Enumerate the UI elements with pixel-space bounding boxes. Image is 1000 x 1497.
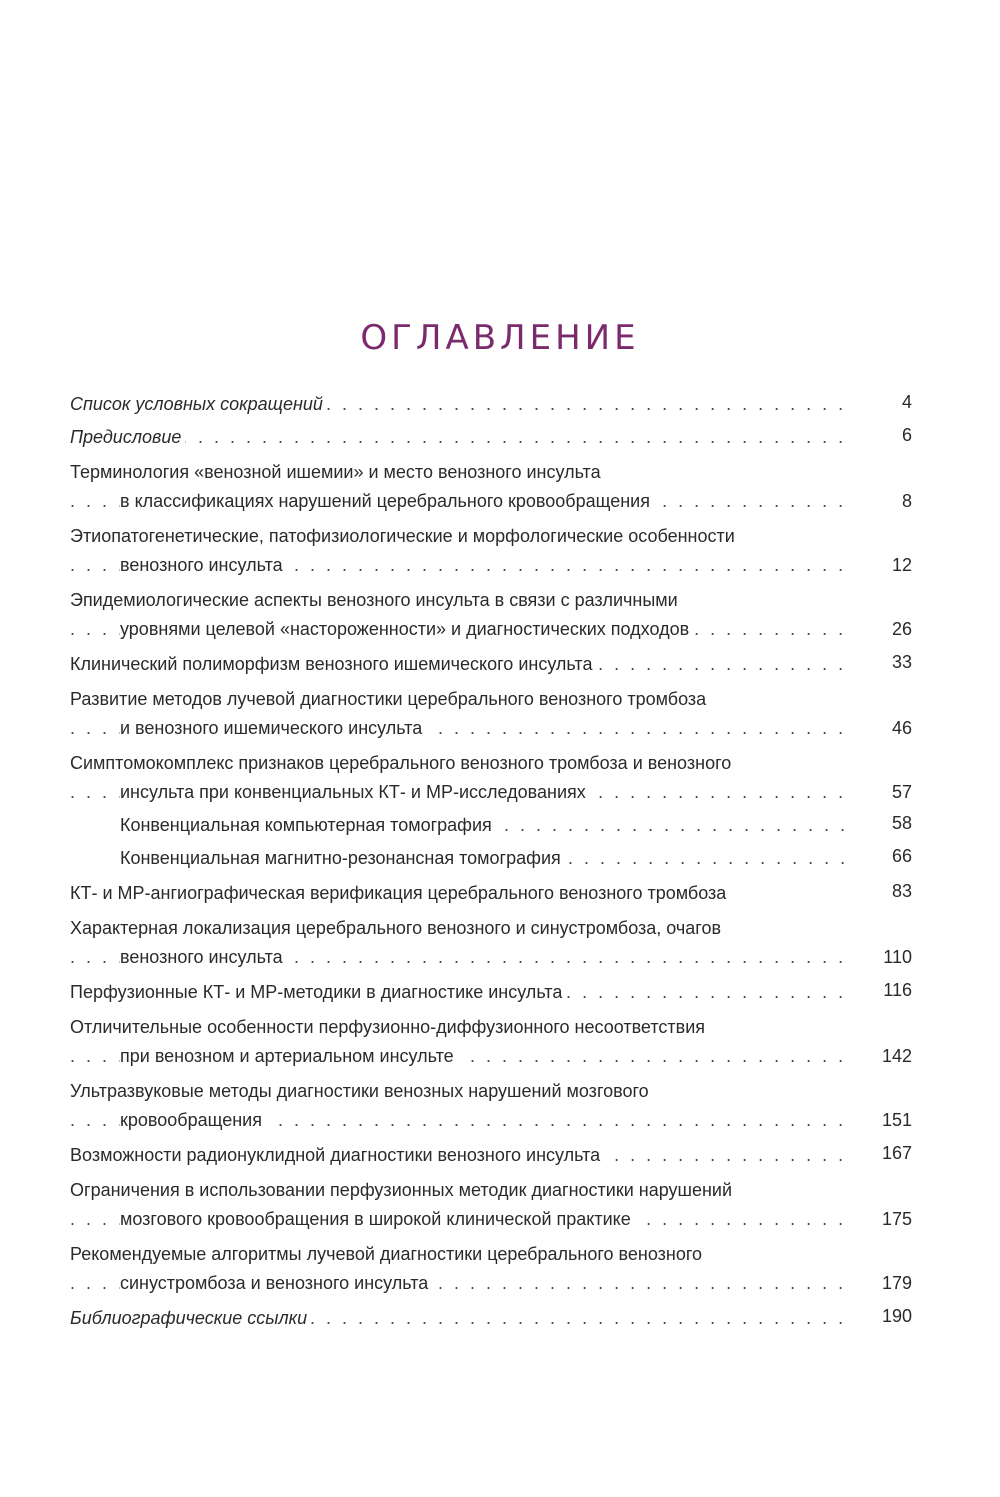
toc-entry-title: КТ- и МР-ангиографическая верификация церебрального венозного тромбоза [70,883,727,903]
toc-entry-preface[interactable] [62,423,912,452]
toc-entry-title: Предисловие [70,427,185,447]
toc-entry-page: 33 [891,652,912,672]
page-title: ОГЛАВЛЕНИЕ [360,318,640,358]
toc-entry-page: 83 [891,881,912,901]
toc-entry-title-line2: венозного инсульта [120,555,287,575]
toc-entry-page: 57 [891,782,912,802]
toc-entry-title-line1: Характерная локализация церебрального венозного и синустромбоза, очагов [70,918,722,938]
toc-entry-title-line2: в классификациях нарушений церебрального кровообращения [120,491,654,511]
toc-entry-page: 142 [881,1046,912,1066]
toc-entry-page: 58 [891,813,912,833]
toc-entry-title: Конвенциальная магнитно-резонансная томография [120,848,565,868]
toc-entry-title-line2: и венозного ишемического инсульта [120,718,426,738]
toc-entry-conventional-mri[interactable] [62,844,912,873]
toc-entry-title-line2: инсульта при конвенциальных КТ- и МР-исследованиях [120,782,590,802]
toc-entry-title: Список условных сокращений [70,394,327,414]
toc-entry-page: 167 [881,1143,912,1163]
toc-entry-title-line2: мозгового кровообращения в широкой клинической практике [120,1209,635,1229]
toc-entry-symptom-complex[interactable] [62,749,912,807]
toc-entry-title-line2: при венозном и артериальном инсульте [120,1046,458,1066]
toc-entry-page: 116 [883,980,912,1000]
toc-entry-title-line2: кровообращения [120,1110,266,1130]
toc-entry-angiography[interactable] [62,879,912,908]
toc-entry-title-line2: синустромбоза и венозного инсульта [120,1273,432,1293]
toc-entry-page: 110 [883,947,912,967]
toc-entry-title-line1: Ультразвуковые методы диагностики венозных нарушений мозгового [70,1081,649,1101]
toc-entry-title-line1: Терминология «венозной ишемии» и место венозного инсульта [70,462,601,482]
toc-entry-methods-development[interactable] [62,685,912,743]
toc-entry-radionuclide[interactable] [62,1141,912,1170]
toc-entry-page: 6 [901,425,912,445]
toc-entry-title-line1: Отличительные особенности перфузионно-диффузионного несоответствия [70,1017,705,1037]
toc-entry-page: 151 [881,1110,912,1130]
toc-entry-clinical-polymorphism[interactable] [62,650,912,679]
toc-entry-conventional-ct[interactable] [62,811,912,840]
toc-entry-title-line1: Ограничения в использовании перфузионных методик диагностики нарушений [70,1180,733,1200]
toc-entry-terminology[interactable] [62,458,912,516]
toc-entry-epidemiology[interactable] [62,586,912,644]
toc-entry-ultrasound[interactable] [62,1077,912,1135]
toc-entry-bibliography[interactable] [62,1304,912,1333]
toc-entry-title-line1: Рекомендуемые алгоритмы лучевой диагностики церебрального венозного [70,1244,703,1264]
toc-entry-title-line2: уровнями целевой «настороженности» и диагностических подходов [120,619,693,639]
table-of-contents [62,390,912,1333]
toc-entry-mismatch[interactable] [62,1013,912,1071]
toc-entry-etiopathogenesis[interactable] [62,522,912,580]
toc-entry-localization[interactable] [62,914,912,972]
toc-entry-title: Библиографические ссылки [70,1308,311,1328]
toc-entry-abbreviations[interactable] [62,390,912,419]
toc-entry-page: 175 [881,1209,912,1229]
toc-entry-page: 190 [881,1306,912,1326]
toc-entry-title-line1: Этиопатогенетические, патофизиологические и морфологические особенности [70,526,735,546]
toc-entry-page: 12 [891,555,912,575]
toc-entry-title: Клинический полиморфизм венозного ишемического инсульта [70,654,596,674]
toc-entry-perfusion[interactable] [62,978,912,1007]
toc-entry-title-line2: венозного инсульта [120,947,287,967]
toc-entry-algorithms[interactable] [62,1240,912,1298]
toc-entry-page: 46 [891,718,912,738]
toc-entry-page: 26 [891,619,912,639]
toc-entry-title-line1: Симптомокомплекс признаков церебрального венозного тромбоза и венозного [70,753,732,773]
toc-entry-limitations[interactable] [62,1176,912,1234]
toc-entry-title: Перфузионные КТ- и МР-методики в диагностике инсульта [70,982,566,1002]
toc-entry-page: 4 [901,392,912,412]
toc-entry-title: Конвенциальная компьютерная томография [120,815,496,835]
toc-entry-page: 179 [881,1273,912,1293]
toc-entry-page: 66 [891,846,912,866]
toc-entry-title-line1: Развитие методов лучевой диагностики церебрального венозного тромбоза [70,689,707,709]
toc-entry-title: Возможности радионуклидной диагностики венозного инсульта [70,1145,604,1165]
toc-entry-title-line1: Эпидемиологические аспекты венозного инсульта в связи с различными [70,590,678,610]
toc-entry-page: 8 [901,491,912,511]
